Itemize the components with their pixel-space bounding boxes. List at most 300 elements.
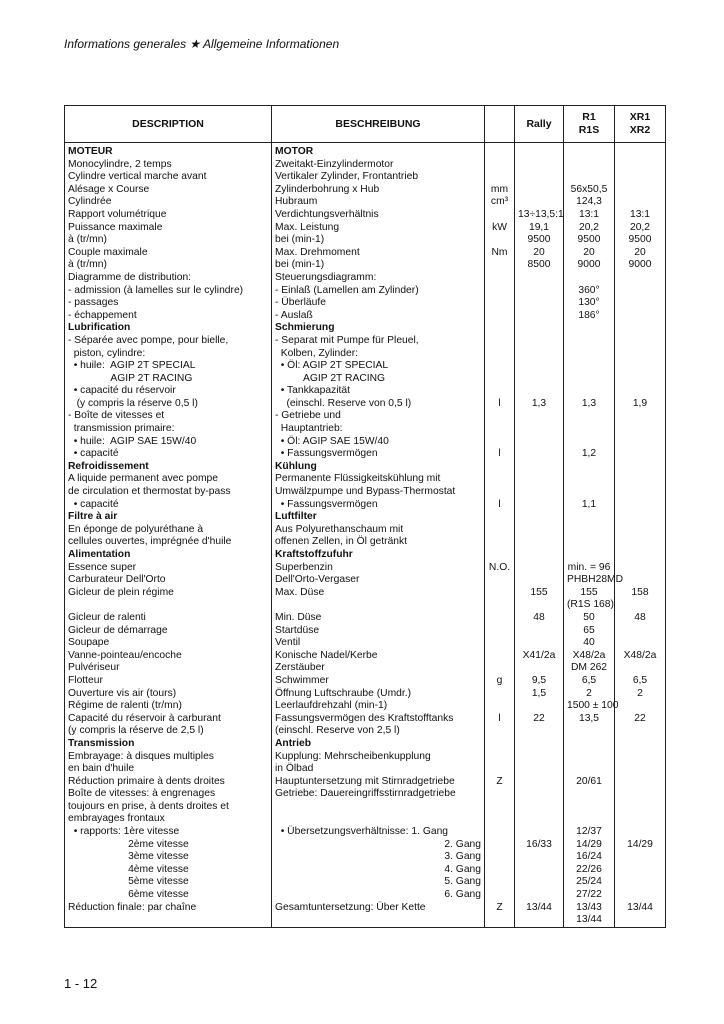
cell-rally <box>515 801 564 814</box>
header-r1: R1 R1S <box>564 106 615 143</box>
cell-r1 <box>564 788 615 801</box>
page-header: Informations generales ★ Allgemeine Informationen <box>64 37 340 51</box>
cell-unit: Z <box>485 902 515 915</box>
cell-description: En éponge de polyuréthane à <box>65 524 272 537</box>
cell-r1: 27/22 <box>564 889 615 902</box>
cell-beschreibung: Dell'Orto-Vergaser <box>272 574 485 587</box>
cell-xr1 <box>615 272 666 285</box>
cell-description: - échappement <box>65 310 272 323</box>
cell-xr1: 14/29 <box>615 839 666 852</box>
table-row <box>65 297 666 310</box>
page-number: 1 - 12 <box>64 976 98 991</box>
cell-xr1 <box>615 171 666 184</box>
cell-unit <box>485 788 515 801</box>
cell-description: Embrayage: à disques multiples <box>65 751 272 764</box>
cell-beschreibung: Steuerungsdiagramm: <box>272 272 485 285</box>
table-row <box>65 234 666 247</box>
cell-rally: 19,1 <box>515 222 564 235</box>
cell-description: Transmission <box>65 738 272 751</box>
cell-xr1 <box>615 549 666 562</box>
cell-r1 <box>564 410 615 423</box>
cell-rally <box>515 599 564 612</box>
cell-beschreibung: • Fassungsvermögen <box>272 448 485 461</box>
table-row <box>65 410 666 423</box>
table-row <box>65 285 666 298</box>
cell-r1: 1,1 <box>564 499 615 512</box>
cell-r1: 13,5 <box>564 713 615 726</box>
table-row <box>65 536 666 549</box>
table-row <box>65 486 666 499</box>
cell-rally: 20 <box>515 247 564 260</box>
cell-rally <box>515 725 564 738</box>
cell-unit <box>485 574 515 587</box>
cell-rally <box>515 335 564 348</box>
cell-rally <box>515 423 564 436</box>
table-row <box>65 322 666 335</box>
cell-beschreibung: in Ölbad <box>272 763 485 776</box>
cell-unit <box>485 826 515 839</box>
cell-r1: 14/29 <box>564 839 615 852</box>
cell-beschreibung: 4. Gang <box>272 864 485 877</box>
cell-description: Pulvériseur <box>65 662 272 675</box>
cell-r1: 130° <box>564 297 615 310</box>
cell-r1: 13/43 <box>564 902 615 915</box>
cell-xr1 <box>615 360 666 373</box>
cell-rally <box>515 914 564 927</box>
cell-rally <box>515 738 564 751</box>
table-row <box>65 662 666 675</box>
cell-xr1 <box>615 914 666 927</box>
table-row <box>65 625 666 638</box>
cell-beschreibung: Max. Düse <box>272 587 485 600</box>
cell-beschreibung: Konische Nadel/Kerbe <box>272 650 485 663</box>
table-row <box>65 713 666 726</box>
cell-rally <box>515 184 564 197</box>
cell-r1 <box>564 511 615 524</box>
cell-unit <box>485 297 515 310</box>
cell-xr1: X48/2a <box>615 650 666 663</box>
cell-rally <box>515 751 564 764</box>
cell-beschreibung: Hauptuntersetzung mit Stirnradgetriebe <box>272 776 485 789</box>
cell-xr1 <box>615 776 666 789</box>
cell-xr1 <box>615 159 666 172</box>
cell-description: Flotteur <box>65 675 272 688</box>
cell-xr1 <box>615 801 666 814</box>
cell-unit <box>485 473 515 486</box>
cell-rally <box>515 549 564 562</box>
cell-r1: 16/24 <box>564 851 615 864</box>
cell-r1 <box>564 348 615 361</box>
cell-beschreibung: Kolben, Zylinder: <box>272 348 485 361</box>
cell-rally <box>515 700 564 713</box>
cell-r1 <box>564 524 615 537</box>
cell-beschreibung: Min. Düse <box>272 612 485 625</box>
cell-unit <box>485 612 515 625</box>
cell-description: Alésage x Course <box>65 184 272 197</box>
cell-xr1: 6,5 <box>615 675 666 688</box>
table-body <box>65 143 666 928</box>
table-row <box>65 335 666 348</box>
cell-rally: 16/33 <box>515 839 564 852</box>
cell-description: Filtre à air <box>65 511 272 524</box>
cell-beschreibung <box>272 813 485 826</box>
cell-r1: 25/24 <box>564 876 615 889</box>
cell-rally <box>515 348 564 361</box>
cell-rally <box>515 196 564 209</box>
cell-description: • capacité <box>65 448 272 461</box>
cell-rally <box>515 285 564 298</box>
table-row <box>65 348 666 361</box>
cell-rally <box>515 272 564 285</box>
cell-rally <box>515 385 564 398</box>
cell-unit <box>485 801 515 814</box>
table-row <box>65 801 666 814</box>
cell-rally <box>515 826 564 839</box>
table-row <box>65 637 666 650</box>
cell-description: en bain d'huile <box>65 763 272 776</box>
cell-unit: l <box>485 448 515 461</box>
cell-beschreibung: Getriebe: Dauereingriffsstirnradgetriebe <box>272 788 485 801</box>
cell-r1: 50 <box>564 612 615 625</box>
table-row <box>65 143 666 159</box>
table-header-row <box>65 106 666 143</box>
cell-unit <box>485 650 515 663</box>
cell-rally <box>515 889 564 902</box>
cell-beschreibung: Vertikaler Zylinder, Frontantrieb <box>272 171 485 184</box>
cell-description: Réduction primaire à dents droites <box>65 776 272 789</box>
cell-beschreibung: - Separat mit Pumpe für Pleuel, <box>272 335 485 348</box>
cell-unit <box>485 839 515 852</box>
cell-beschreibung: Antrieb <box>272 738 485 751</box>
cell-xr1 <box>615 864 666 877</box>
cell-unit: kW <box>485 222 515 235</box>
cell-rally <box>515 813 564 826</box>
cell-unit <box>485 662 515 675</box>
cell-beschreibung <box>272 914 485 927</box>
cell-unit <box>485 423 515 436</box>
cell-rally: 22 <box>515 713 564 726</box>
cell-rally <box>515 499 564 512</box>
cell-r1: X48/2a <box>564 650 615 663</box>
cell-beschreibung: Gesamtuntersetzung: Über Kette <box>272 902 485 915</box>
cell-unit: mm <box>485 184 515 197</box>
cell-description: Refroidissement <box>65 461 272 474</box>
cell-xr1 <box>615 322 666 335</box>
cell-r1 <box>564 461 615 474</box>
cell-unit: l <box>485 713 515 726</box>
cell-beschreibung: Hubraum <box>272 196 485 209</box>
cell-xr1 <box>615 763 666 776</box>
cell-description: à (tr/mn) <box>65 259 272 272</box>
cell-rally: 9,5 <box>515 675 564 688</box>
cell-unit <box>485 410 515 423</box>
table-row <box>65 360 666 373</box>
cell-beschreibung: Ventil <box>272 637 485 650</box>
cell-description: • capacité du réservoir <box>65 385 272 398</box>
cell-rally: 1,3 <box>515 398 564 411</box>
cell-beschreibung: Fassungsvermögen des Kraftstofftanks <box>272 713 485 726</box>
cell-unit <box>485 914 515 927</box>
cell-xr1 <box>615 725 666 738</box>
table-row <box>65 209 666 222</box>
table-row <box>65 461 666 474</box>
cell-r1 <box>564 143 615 159</box>
cell-xr1 <box>615 889 666 902</box>
cell-unit <box>485 549 515 562</box>
cell-rally <box>515 159 564 172</box>
cell-rally <box>515 637 564 650</box>
cell-xr1 <box>615 700 666 713</box>
cell-description: - Séparée avec pompe, pour bielle, <box>65 335 272 348</box>
cell-beschreibung: 5. Gang <box>272 876 485 889</box>
cell-rally <box>515 574 564 587</box>
header-xr1: XR1 XR2 <box>615 106 666 143</box>
cell-description: de circulation et thermostat by-pass <box>65 486 272 499</box>
table-row <box>65 499 666 512</box>
cell-unit <box>485 360 515 373</box>
cell-xr1 <box>615 335 666 348</box>
cell-rally <box>515 851 564 864</box>
cell-rally <box>515 524 564 537</box>
cell-rally: 155 <box>515 587 564 600</box>
cell-description <box>65 914 272 927</box>
cell-beschreibung: • Öl: AGIP 2T SPECIAL <box>272 360 485 373</box>
table-row <box>65 272 666 285</box>
cell-xr1 <box>615 461 666 474</box>
cell-r1 <box>564 549 615 562</box>
cell-xr1 <box>615 196 666 209</box>
table-row <box>65 914 666 927</box>
cell-r1: 20/61 <box>564 776 615 789</box>
cell-r1 <box>564 801 615 814</box>
cell-beschreibung: Max. Leistung <box>272 222 485 235</box>
cell-beschreibung: Hauptantrieb: <box>272 423 485 436</box>
cell-description: Cylindrée <box>65 196 272 209</box>
cell-r1 <box>564 763 615 776</box>
cell-description: à (tr/mn) <box>65 234 272 247</box>
cell-unit <box>485 461 515 474</box>
cell-description: AGIP 2T RACING <box>65 373 272 386</box>
table-row <box>65 650 666 663</box>
cell-rally <box>515 297 564 310</box>
cell-description: • huile: AGIP SAE 15W/40 <box>65 436 272 449</box>
cell-description: 3ème vitesse <box>65 851 272 864</box>
cell-r1 <box>564 373 615 386</box>
cell-xr1 <box>615 637 666 650</box>
cell-rally <box>515 662 564 675</box>
cell-beschreibung: Verdichtungsverhältnis <box>272 209 485 222</box>
cell-description: 6ème vitesse <box>65 889 272 902</box>
cell-description: Cylindre vertical marche avant <box>65 171 272 184</box>
cell-description: Carburateur Dell'Orto <box>65 574 272 587</box>
cell-beschreibung: Luftfilter <box>272 511 485 524</box>
cell-beschreibung: AGIP 2T RACING <box>272 373 485 386</box>
cell-unit: l <box>485 398 515 411</box>
cell-r1: 13:1 <box>564 209 615 222</box>
cell-beschreibung: • Fassungsvermögen <box>272 499 485 512</box>
cell-xr1: 13/44 <box>615 902 666 915</box>
cell-unit <box>485 813 515 826</box>
cell-unit: cm³ <box>485 196 515 209</box>
cell-r1: DM 262 <box>564 662 615 675</box>
cell-xr1 <box>615 536 666 549</box>
cell-beschreibung: Zylinderbohrung x Hub <box>272 184 485 197</box>
cell-beschreibung: offenen Zellen, in Öl getränkt <box>272 536 485 549</box>
cell-r1 <box>564 436 615 449</box>
cell-xr1 <box>615 297 666 310</box>
cell-r1: PHBH28MD <box>564 574 615 587</box>
cell-xr1 <box>615 373 666 386</box>
cell-xr1 <box>615 625 666 638</box>
cell-beschreibung: (einschl. Reserve von 2,5 l) <box>272 725 485 738</box>
table-row <box>65 562 666 575</box>
table-row <box>65 196 666 209</box>
cell-xr1 <box>615 486 666 499</box>
table-row <box>65 826 666 839</box>
cell-beschreibung: 2. Gang <box>272 839 485 852</box>
cell-r1: 13/44 <box>564 914 615 927</box>
cell-beschreibung: Max. Drehmoment <box>272 247 485 260</box>
cell-r1 <box>564 322 615 335</box>
cell-beschreibung: Umwälzpumpe und Bypass-Thermostat <box>272 486 485 499</box>
cell-beschreibung: Zerstäuber <box>272 662 485 675</box>
table-row <box>65 839 666 852</box>
cell-r1 <box>564 272 615 285</box>
table-row <box>65 549 666 562</box>
cell-xr1: 22 <box>615 713 666 726</box>
cell-r1: 65 <box>564 625 615 638</box>
cell-beschreibung: bei (min-1) <box>272 259 485 272</box>
cell-unit <box>485 171 515 184</box>
cell-r1: 1,2 <box>564 448 615 461</box>
cell-unit <box>485 209 515 222</box>
cell-rally <box>515 788 564 801</box>
table-row <box>65 788 666 801</box>
cell-r1: min. = 96 <box>564 562 615 575</box>
cell-description: Lubrification <box>65 322 272 335</box>
cell-beschreibung: • Übersetzungsverhältnisse: 1. Gang <box>272 826 485 839</box>
cell-rally <box>515 461 564 474</box>
cell-description: Rapport volumétrique <box>65 209 272 222</box>
cell-unit <box>485 688 515 701</box>
cell-description: Soupape <box>65 637 272 650</box>
table-row <box>65 184 666 197</box>
cell-beschreibung: Kraftstoffzufuhr <box>272 549 485 562</box>
cell-beschreibung: Startdüse <box>272 625 485 638</box>
cell-description: Boîte de vitesses: à engrenages <box>65 788 272 801</box>
cell-unit: Z <box>485 776 515 789</box>
cell-xr1: 20 <box>615 247 666 260</box>
cell-beschreibung: - Auslaß <box>272 310 485 323</box>
cell-beschreibung <box>272 599 485 612</box>
cell-unit <box>485 738 515 751</box>
cell-description: • rapports: 1ère vitesse <box>65 826 272 839</box>
cell-description: Capacité du réservoir à carburant <box>65 713 272 726</box>
table-row <box>65 587 666 600</box>
cell-xr1 <box>615 448 666 461</box>
cell-rally: 1,5 <box>515 688 564 701</box>
cell-unit: g <box>485 675 515 688</box>
cell-beschreibung: Permanente Flüssigkeitskühlung mit <box>272 473 485 486</box>
cell-r1 <box>564 171 615 184</box>
cell-rally <box>515 876 564 889</box>
cell-description: - admission (à lamelles sur le cylindre) <box>65 285 272 298</box>
table-row <box>65 171 666 184</box>
cell-r1: 56x50,5 <box>564 184 615 197</box>
cell-xr1 <box>615 599 666 612</box>
cell-beschreibung: Öffnung Luftschraube (Umdr.) <box>272 688 485 701</box>
table-row <box>65 776 666 789</box>
cell-xr1: 158 <box>615 587 666 600</box>
cell-beschreibung: Schwimmer <box>272 675 485 688</box>
cell-description: Gicleur de démarrage <box>65 625 272 638</box>
cell-rally <box>515 473 564 486</box>
cell-description: Puissance maximale <box>65 222 272 235</box>
header-unit <box>485 106 515 143</box>
cell-rally: 48 <box>515 612 564 625</box>
cell-r1: 20 <box>564 247 615 260</box>
cell-xr1 <box>615 562 666 575</box>
cell-r1: 22/26 <box>564 864 615 877</box>
header-rally: Rally <box>515 106 564 143</box>
cell-beschreibung: 6. Gang <box>272 889 485 902</box>
table-row <box>65 864 666 877</box>
cell-description: 4ème vitesse <box>65 864 272 877</box>
table-row <box>65 511 666 524</box>
table-row <box>65 423 666 436</box>
cell-xr1 <box>615 851 666 864</box>
cell-unit <box>485 285 515 298</box>
cell-unit <box>485 625 515 638</box>
cell-r1 <box>564 159 615 172</box>
table-row <box>65 473 666 486</box>
cell-r1: 9000 <box>564 259 615 272</box>
table-row <box>65 612 666 625</box>
table-row <box>65 763 666 776</box>
cell-description: Couple maximale <box>65 247 272 260</box>
cell-xr1 <box>615 310 666 323</box>
cell-r1 <box>564 725 615 738</box>
cell-beschreibung: Schmierung <box>272 322 485 335</box>
cell-rally <box>515 536 564 549</box>
cell-r1 <box>564 360 615 373</box>
header-beschreibung: BESCHREIBUNG <box>272 106 485 143</box>
cell-xr1 <box>615 348 666 361</box>
cell-rally: 13/44 <box>515 902 564 915</box>
cell-xr1: 13:1 <box>615 209 666 222</box>
cell-xr1 <box>615 285 666 298</box>
cell-description: MOTEUR <box>65 143 272 159</box>
cell-beschreibung: - Einlaß (Lamellen am Zylinder) <box>272 285 485 298</box>
specification-table <box>64 105 666 928</box>
cell-rally: 9500 <box>515 234 564 247</box>
cell-r1 <box>564 473 615 486</box>
cell-xr1: 48 <box>615 612 666 625</box>
cell-xr1 <box>615 184 666 197</box>
cell-unit <box>485 310 515 323</box>
cell-unit <box>485 159 515 172</box>
cell-rally <box>515 562 564 575</box>
cell-r1: 1,3 <box>564 398 615 411</box>
cell-rally <box>515 322 564 335</box>
cell-description: Régime de ralenti (tr/mn) <box>65 700 272 713</box>
cell-rally <box>515 436 564 449</box>
cell-xr1 <box>615 876 666 889</box>
cell-r1 <box>564 486 615 499</box>
cell-r1 <box>564 385 615 398</box>
cell-rally <box>515 171 564 184</box>
cell-unit: l <box>485 499 515 512</box>
